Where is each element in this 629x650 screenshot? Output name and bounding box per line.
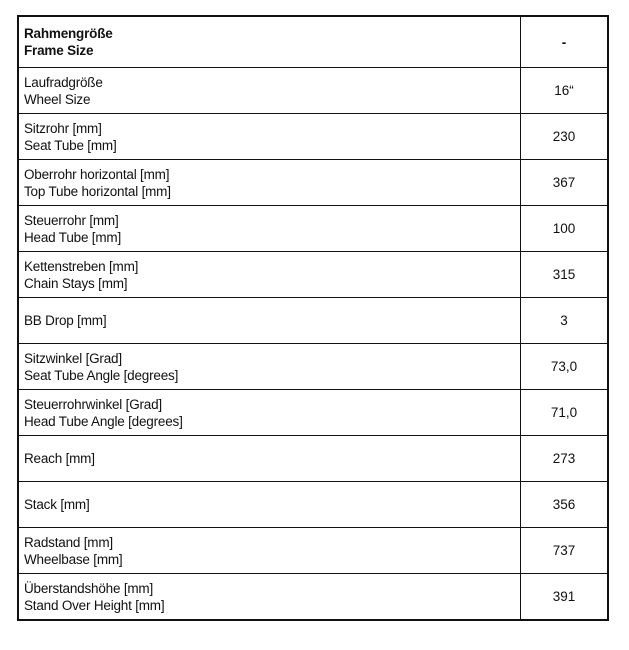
label-de: Sitzrohr [mm] — [24, 120, 102, 136]
row-value: 273 — [520, 436, 607, 481]
table-row-wheelbase — [19, 527, 607, 573]
row-value: - — [520, 17, 607, 67]
row-label — [19, 17, 520, 67]
row-value: 71,0 — [520, 390, 607, 435]
table-row-top-tube — [19, 159, 607, 205]
label-de: BB Drop [mm] — [24, 313, 107, 328]
row-label — [19, 160, 520, 205]
table-row-head-tube — [19, 205, 607, 251]
label-en: Head Tube [mm] — [24, 229, 121, 245]
table-row-bb-drop — [19, 297, 607, 343]
label-de: Rahmengröße — [24, 26, 113, 41]
table-row-seat-tube-angle — [19, 343, 607, 389]
label-en: Seat Tube [mm] — [24, 137, 117, 153]
label-de: Sitzwinkel [Grad] — [24, 350, 122, 366]
row-label — [19, 436, 520, 481]
table-row-reach — [19, 435, 607, 481]
label-en: Head Tube Angle [degrees] — [24, 413, 183, 429]
label-de: Oberrohr horizontal [mm] — [24, 166, 170, 182]
table-row-head-tube-angle — [19, 389, 607, 435]
row-label — [19, 252, 520, 297]
label-de: Laufradgröße — [24, 74, 103, 90]
row-value: 100 — [520, 206, 607, 251]
table-row-frame-size — [19, 17, 607, 67]
label-en: Frame Size — [24, 43, 94, 58]
row-label — [19, 528, 520, 573]
table-row-stand-over-height — [19, 573, 607, 619]
label-de: Reach [mm] — [24, 451, 95, 466]
row-label — [19, 206, 520, 251]
label-en: Wheelbase [mm] — [24, 551, 123, 567]
row-label — [19, 482, 520, 527]
table-row-chain-stays — [19, 251, 607, 297]
table-row-wheel-size — [19, 67, 607, 113]
label-en: Stand Over Height [mm] — [24, 597, 165, 613]
label-de: Steuerrohrwinkel [Grad] — [24, 396, 162, 412]
row-value: 737 — [520, 528, 607, 573]
row-value: 315 — [520, 252, 607, 297]
row-value: 367 — [520, 160, 607, 205]
row-value: 230 — [520, 114, 607, 159]
row-value: 16“ — [520, 68, 607, 113]
row-label — [19, 390, 520, 435]
row-label — [19, 574, 520, 619]
label-de: Kettenstreben [mm] — [24, 258, 139, 274]
label-de: Radstand [mm] — [24, 534, 113, 550]
row-label — [19, 344, 520, 389]
label-de: Überstandshöhe [mm] — [24, 580, 154, 596]
row-value: 391 — [520, 574, 607, 619]
row-label — [19, 68, 520, 113]
label-en: Top Tube horizontal [mm] — [24, 183, 171, 199]
label-en: Seat Tube Angle [degrees] — [24, 367, 179, 383]
label-en: Wheel Size — [24, 91, 91, 107]
label-de: Steuerrohr [mm] — [24, 212, 119, 228]
table-row-stack — [19, 481, 607, 527]
label-de: Stack [mm] — [24, 497, 90, 512]
row-value: 356 — [520, 482, 607, 527]
frame-geometry-table — [17, 15, 609, 621]
row-label — [19, 114, 520, 159]
row-label — [19, 298, 520, 343]
table-row-seat-tube — [19, 113, 607, 159]
row-value: 3 — [520, 298, 607, 343]
row-value: 73,0 — [520, 344, 607, 389]
label-en: Chain Stays [mm] — [24, 275, 128, 291]
